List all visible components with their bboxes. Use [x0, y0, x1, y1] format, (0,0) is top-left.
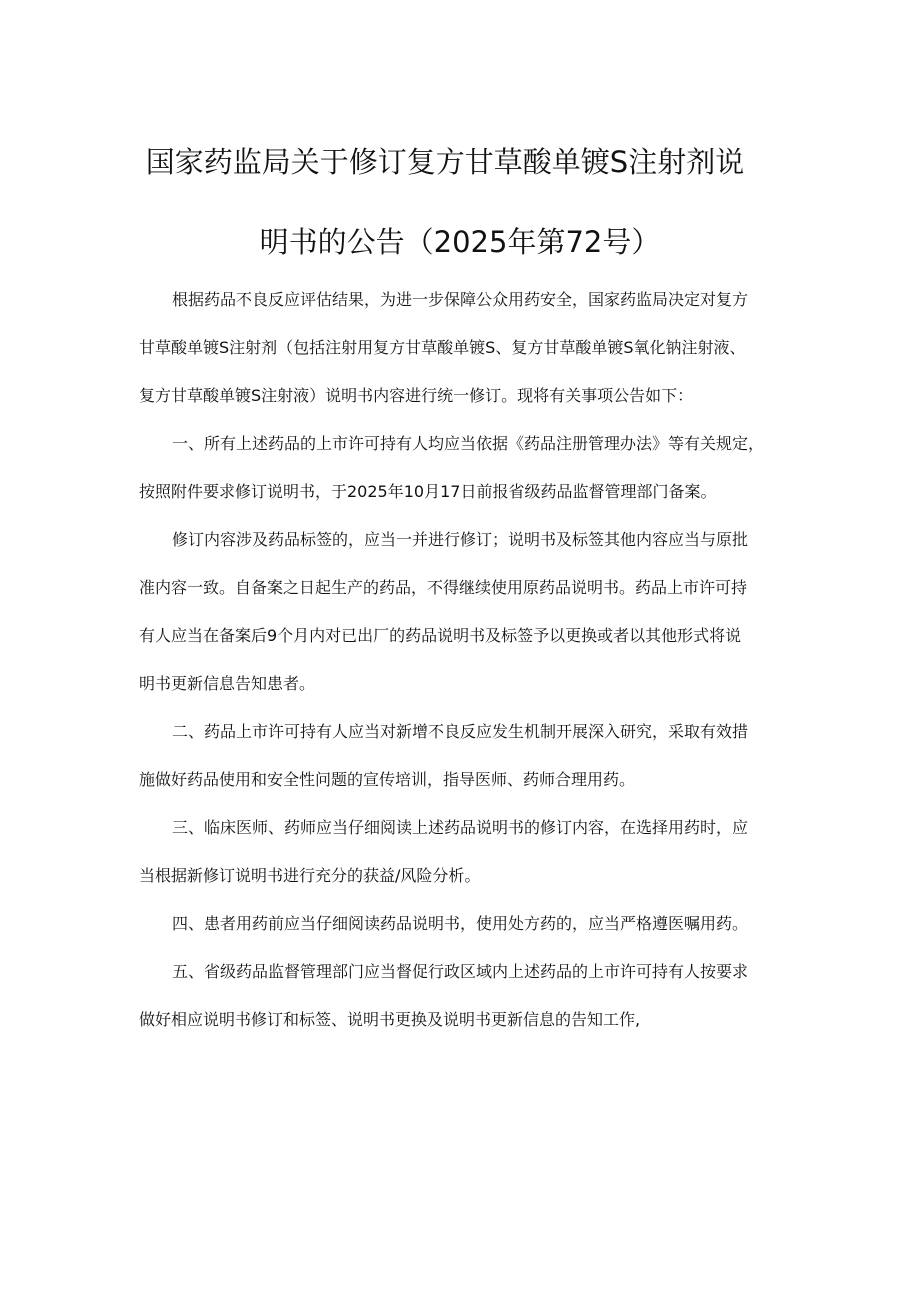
body-text-line: 三、临床医师、药师应当仔细阅读上述药品说明书的修订内容，在选择用药时，应 — [172, 818, 749, 837]
body-text-line: 五、省级药品监督管理部门应当督促行政区域内上述药品的上市许可持有人按要求 — [172, 962, 749, 981]
body-text-line: 按照附件要求修订说明书，于2025年10月17日前报省级药品监督管理部门备案。 — [139, 482, 717, 501]
body-text-line: 有人应当在备案后9个月内对已出厂的药品说明书及标签予以更换或者以其他形式将说 — [139, 626, 742, 645]
body-text-line: 根据药品不良反应评估结果，为进一步保障公众用药安全，国家药监局决定对复方 — [172, 290, 749, 309]
body-text-line: 一、所有上述药品的上市许可持有人均应当依据《药品注册管理办法》等有关规定， — [172, 434, 765, 453]
body-text-line: 复方甘草酸单镀S注射液）说明书内容进行统一修订。现将有关事项公告如下： — [139, 386, 694, 405]
body-text-line: 二、药品上市许可持有人应当对新增不良反应发生机制开展深入研究，采取有效措 — [172, 722, 749, 741]
body-text-line: 准内容一致。自备案之日起生产的药品，不得继续使用原药品说明书。药品上市许可持 — [139, 578, 748, 597]
body-text-line: 甘草酸单镀S注射剂（包括注射用复方甘草酸单镀S、复方甘草酸单镀S氧化钠注射液、 — [139, 338, 746, 357]
body-text-line: 四、患者用药前应当仔细阅读药品说明书，使用处方药的，应当严格遵医嘱用药。 — [172, 914, 749, 933]
page-title-line-2: 明书的公告（2025年第72号） — [259, 225, 661, 259]
body-text-line: 施做好药品使用和安全性问题的宣传培训，指导医师、药师合理用药。 — [139, 770, 636, 789]
body-text-line: 当根据新修订说明书进行充分的获益/风险分析。 — [139, 866, 481, 885]
body-text-line: 明书更新信息告知患者。 — [139, 674, 316, 693]
body-text-line: 做好相应说明书修订和标签、说明书更换及说明书更新信息的告知工作, — [139, 1010, 641, 1029]
body-text-line: 修订内容涉及药品标签的，应当一并进行修订；说明书及标签其他内容应当与原批 — [172, 530, 749, 549]
page-title-line-1: 国家药监局关于修订复方甘草酸单镀S注射剂说 — [145, 145, 745, 179]
